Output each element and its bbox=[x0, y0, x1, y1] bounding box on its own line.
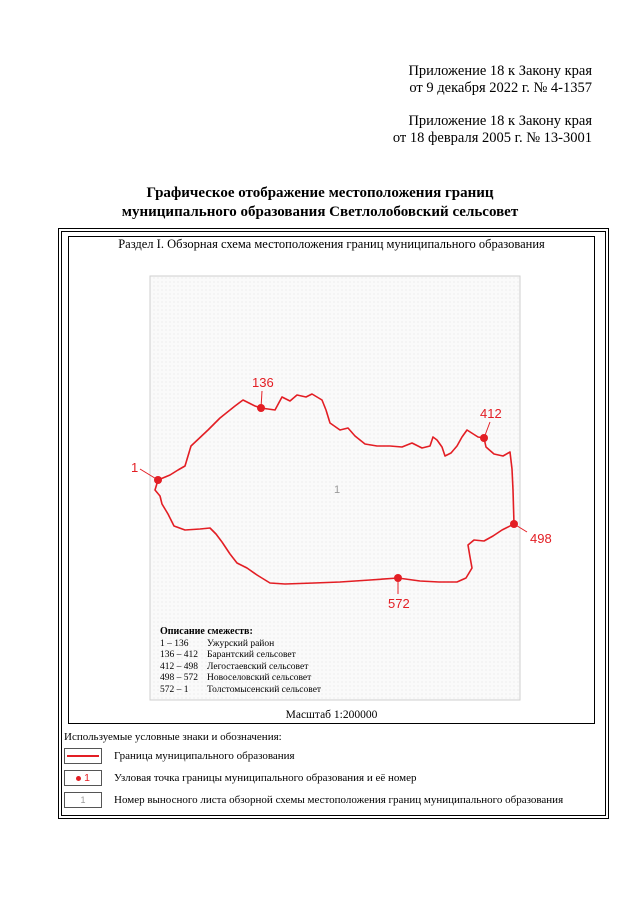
adjacency-range: 572 – 1 bbox=[160, 684, 189, 695]
annex-line: Приложение 18 к Закону края bbox=[408, 113, 592, 129]
adjacency-row bbox=[160, 650, 321, 662]
sheet-number-label: 1 bbox=[334, 484, 341, 496]
adjacency-row bbox=[160, 685, 321, 697]
map-scale: Масштаб 1:200000 bbox=[285, 709, 378, 721]
node-point-icon bbox=[64, 770, 102, 786]
annex-line: Приложение 18 к Закону края bbox=[408, 63, 592, 79]
document-title bbox=[0, 184, 640, 222]
annex-header-original bbox=[393, 113, 592, 147]
node-label: 572 bbox=[388, 596, 410, 611]
sheet-number-icon bbox=[64, 792, 102, 808]
adjacency-range: 136 – 412 bbox=[160, 650, 198, 661]
node-label: 498 bbox=[530, 531, 552, 546]
node-point bbox=[480, 434, 488, 442]
legend-item-sheet bbox=[64, 791, 563, 809]
node-point bbox=[394, 574, 402, 582]
legend-title: Используемые условные знаки и обозначения: bbox=[64, 731, 282, 743]
annex-date-line: от 18 февраля 2005 г. № 13-3001 bbox=[392, 130, 592, 146]
annex-date-line: от 9 декабря 2022 г. № 4-1357 bbox=[409, 80, 592, 96]
node-point bbox=[510, 520, 518, 528]
adjacency-name: Легостаевский сельсовет bbox=[207, 661, 309, 672]
legend-item-boundary bbox=[64, 747, 295, 765]
node-label: 136 bbox=[252, 375, 274, 390]
adjacency-range: 498 – 572 bbox=[160, 673, 198, 684]
node-label: 412 bbox=[480, 406, 502, 421]
section-title: Раздел I. Обзорная схема местоположения границ муниципального образования bbox=[118, 237, 545, 251]
adjacency-row bbox=[160, 639, 321, 651]
overview-map bbox=[68, 253, 595, 703]
adjacency-range: 1 – 136 bbox=[160, 638, 189, 649]
adjacency-row bbox=[160, 673, 321, 685]
adjacency-name: Новоселовский сельсовет bbox=[207, 673, 312, 684]
adjacency-name: Ужурский район bbox=[207, 638, 275, 649]
sheet-symbol-label: 1 bbox=[80, 795, 86, 805]
adjacency-name: Толстомысенский сельсовет bbox=[207, 684, 322, 695]
legend-text: Граница муниципального образования bbox=[114, 750, 295, 762]
legend-text: Узловая точка границы муниципального образования и её номер bbox=[114, 772, 417, 784]
node-point bbox=[154, 476, 162, 484]
node-label: 1 bbox=[131, 460, 139, 475]
annex-header-current bbox=[408, 63, 592, 97]
adjacency-name: Барантский сельсовет bbox=[207, 650, 296, 661]
node-point bbox=[257, 404, 265, 412]
title-line-1: Графическое отображение местоположения границ bbox=[146, 185, 494, 201]
adjacency-row bbox=[160, 662, 321, 674]
legend-item-node bbox=[64, 769, 417, 787]
adjacency-range: 412 – 498 bbox=[160, 661, 198, 672]
adjacency-title: Описание смежеств: bbox=[160, 626, 253, 637]
adjacency-description bbox=[160, 626, 321, 697]
node-symbol-label: 1 bbox=[84, 772, 90, 784]
legend-text: Номер выносного листа обзорной схемы местоположения границ муниципального образования bbox=[114, 794, 564, 806]
boundary-line-icon bbox=[64, 748, 102, 764]
title-line-2: муниципального образования Светлолобовский сельсовет bbox=[121, 204, 519, 220]
